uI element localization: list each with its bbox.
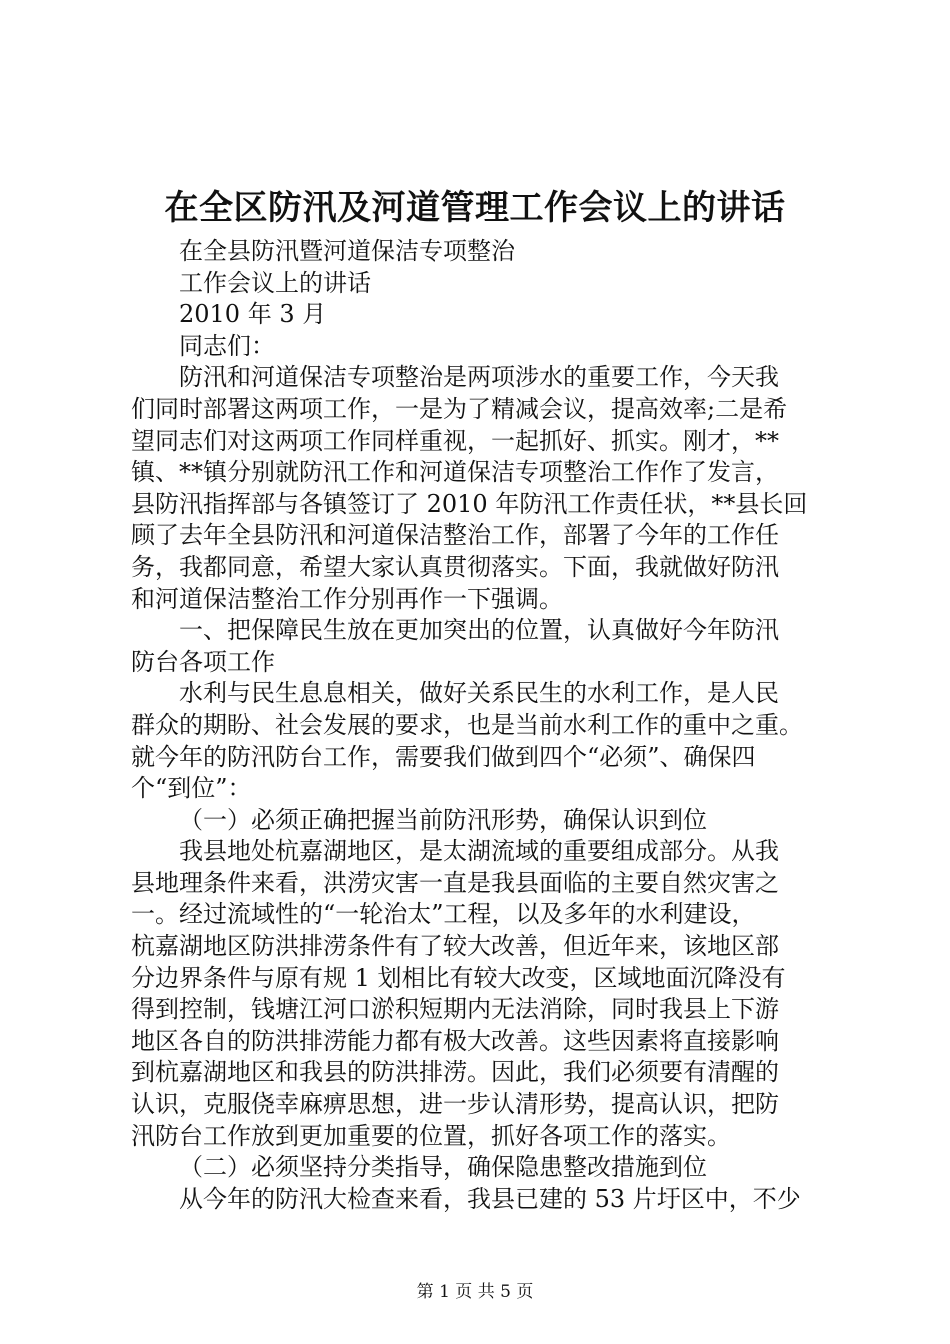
body-text-line: 分边界条件与原有规 1 划相比有较大改变，区域地面沉降没有 — [131, 963, 786, 992]
body-text-line: 群众的期盼、社会发展的要求，也是当前水利工作的重中之重。 — [131, 710, 803, 739]
body-text-line: 镇、**镇分别就防汛工作和河道保洁专项整治工作作了发言， — [131, 458, 779, 487]
body-text-line: 认识，克服侥幸麻痹思想，进一步认清形势，提高认识，把防 — [131, 1090, 779, 1119]
body-text-line: 防台各项工作 — [131, 647, 275, 676]
body-text-line: 汛防台工作放到更加重要的位置，抓好各项工作的落实。 — [131, 1121, 731, 1150]
body-text-line: 同志们： — [179, 331, 275, 360]
body-text-line: 县地理条件来看，洪涝灾害一直是我县面临的主要自然灾害之 — [131, 868, 779, 897]
body-text-line: 一。经过流域性的“一轮治太”工程，以及多年的水利建设， — [131, 900, 756, 929]
body-text-line: 就今年的防汛防台工作，需要我们做到四个“必须”、确保四 — [131, 742, 756, 771]
body-text-line: 工作会议上的讲话 — [179, 268, 371, 297]
body-text-line: 水利与民生息息相关，做好关系民生的水利工作，是人民 — [179, 679, 779, 708]
body-text-line: 我县地处杭嘉湖地区，是太湖流域的重要组成部分。从我 — [179, 837, 779, 866]
body-text-line: 一、把保障民生放在更加突出的位置，认真做好今年防汛 — [179, 616, 779, 645]
body-text-line: 杭嘉湖地区防洪排涝条件有了较大改善，但近年来，该地区部 — [131, 932, 779, 961]
document-body — [131, 236, 831, 1215]
body-text-line: 县防汛指挥部与各镇签订了 2010 年防汛工作责任状，**县长回 — [131, 489, 808, 518]
body-text-line: 从今年的防汛大检查来看，我县已建的 53 片圩区中，不少 — [179, 1184, 801, 1213]
body-text-line: 们同时部署这两项工作，一是为了精减会议，提高效率;二是希 — [131, 394, 788, 423]
body-text-line: 防汛和河道保洁专项整治是两项涉水的重要工作，今天我 — [179, 363, 779, 392]
body-text-line: 2010 年 3 月 — [179, 300, 327, 329]
body-text-line: 个“到位”： — [131, 774, 252, 803]
body-text-line: （一）必须正确把握当前防汛形势，确保认识到位 — [179, 805, 707, 834]
body-text-line: （二）必须坚持分类指导，确保隐患整改措施到位 — [179, 1153, 707, 1182]
document-title: 在全区防汛及河道管理工作会议上的讲话 — [164, 188, 786, 228]
body-text-line: 到杭嘉湖地区和我县的防洪排涝。因此，我们必须要有清醒的 — [131, 1058, 779, 1087]
body-text-line: 和河道保洁整治工作分别再作一下强调。 — [131, 584, 563, 613]
body-text-line: 得到控制，钱塘江河口淤积短期内无法消除，同时我县上下游 — [131, 995, 779, 1024]
body-text-line: 在全县防汛暨河道保洁专项整治 — [179, 237, 515, 265]
body-text-line: 望同志们对这两项工作同样重视，一起抓好、抓实。刚才，** — [131, 426, 779, 455]
body-text-line: 地区各自的防洪排涝能力都有极大改善。这些因素将直接影响 — [131, 1026, 779, 1055]
body-text-line: 务，我都同意，希望大家认真贯彻落实。下面，我就做好防汛 — [131, 552, 779, 581]
body-text-line: 顾了去年全县防汛和河道保洁整治工作，部署了今年的工作任 — [131, 521, 779, 550]
page-footer: 第 1 页 共 5 页 — [416, 1282, 534, 1302]
